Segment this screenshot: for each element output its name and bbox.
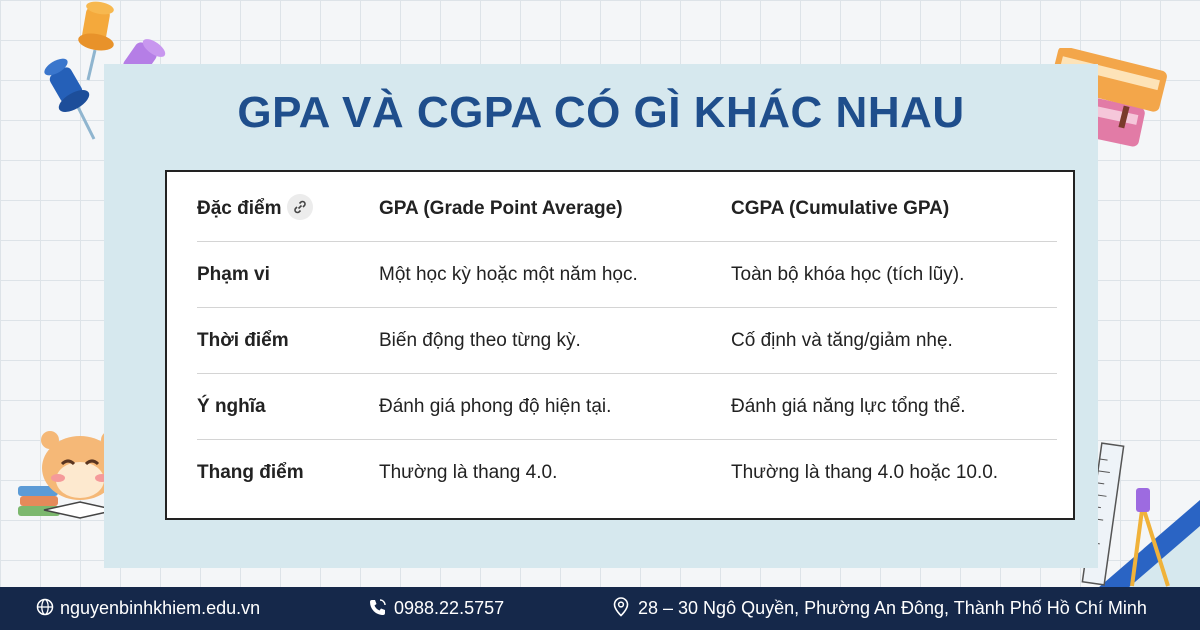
table-cell: Ý nghĩa: [197, 396, 266, 417]
table-cell: Một học kỳ hoặc một năm học.: [379, 264, 638, 285]
footer-website[interactable]: [36, 587, 260, 630]
phone-icon: [368, 597, 388, 617]
table-row: [197, 374, 1057, 440]
comparison-table: [165, 170, 1075, 520]
link-icon[interactable]: [287, 194, 313, 220]
footer-phone[interactable]: [368, 587, 504, 630]
table-cell: Đánh giá năng lực tổng thể.: [731, 396, 966, 417]
location-pin-icon: [610, 596, 632, 618]
table-row: [197, 440, 1057, 506]
footer-bar: [0, 587, 1200, 630]
table-row: [197, 308, 1057, 374]
table-cell: Phạm vi: [197, 264, 270, 285]
table-cell: Cố định và tăng/giảm nhẹ.: [731, 330, 953, 351]
table-cell: Thời điểm: [197, 330, 289, 351]
page-title: GPA VÀ CGPA CÓ GÌ KHÁC NHAU: [237, 88, 965, 137]
website-link[interactable]: nguyenbinhkhiem.edu.vn: [60, 598, 261, 618]
table-cell: Thường là thang 4.0 hoặc 10.0.: [731, 462, 999, 483]
table-cell: Biến động theo từng kỳ.: [379, 330, 581, 351]
address-text: 28 – 30 Ngô Quyền, Phường An Đông, Thành Phố Hồ Chí Minh: [638, 598, 1147, 618]
globe-icon: [36, 598, 54, 616]
header-feature-label: Đặc điểm: [197, 198, 282, 219]
table-row: [197, 242, 1057, 308]
footer-address: [610, 587, 1147, 630]
phone-number[interactable]: 0988.22.5757: [394, 598, 505, 618]
table-cell: Đánh giá phong độ hiện tại.: [379, 396, 612, 417]
table-header-cell: GPA (Grade Point Average): [379, 198, 623, 219]
table-cell: Thang điểm: [197, 462, 304, 483]
table-cell: Thường là thang 4.0.: [379, 462, 558, 483]
table-header-row: [197, 176, 1057, 242]
table-header-cell: CGPA (Cumulative GPA): [731, 198, 950, 219]
table-cell: Toàn bộ khóa học (tích lũy).: [731, 264, 965, 285]
table-header-cell: [197, 176, 313, 242]
blue-pushpin-icon: [36, 55, 106, 145]
